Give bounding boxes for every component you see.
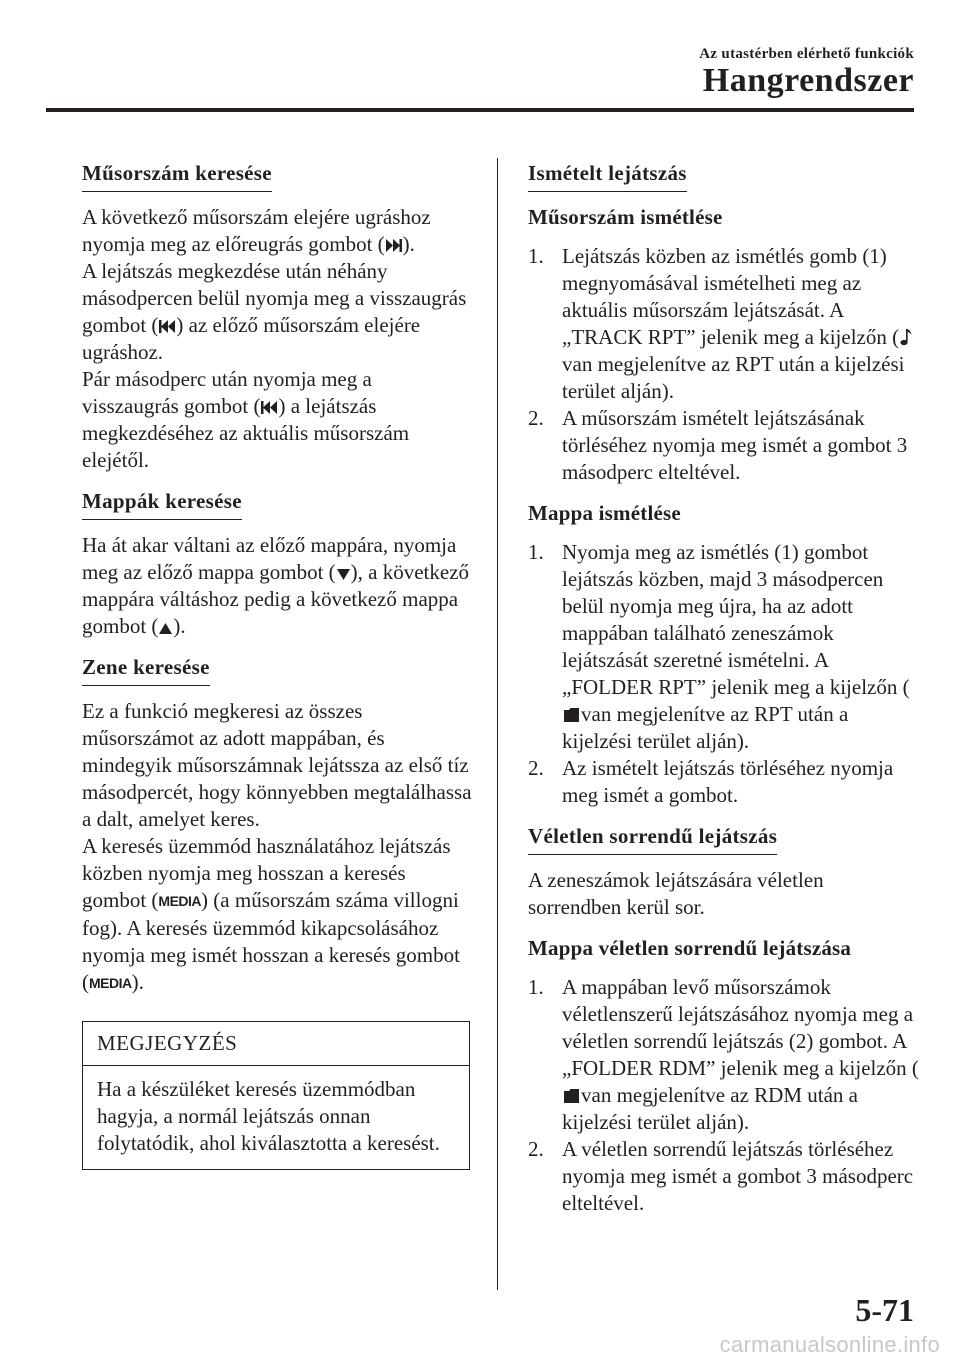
media-icon: MEDIA <box>158 893 202 909</box>
list-folder-repeat <box>528 539 920 809</box>
header-rule <box>46 108 914 112</box>
skip-forward-icon <box>386 238 402 253</box>
paragraph: Ez a funkció megkeresi az összes műsorszámot az adott mappában, és mindegyik műsorszámnak lejátssza az első tíz másodpercét, hogy könnyebben megtalálhassa a dalt, amelyet keres. A keresés üzemmód használatához lejátszás közben nyomja meg hosszan a keresés gombot (MEDIA) (a műsorszám száma villogni fog). A keresés üzemmód kikapcsolásához nyomja meg ismét hosszan a keresés gombot (MEDIA). <box>82 698 472 997</box>
list-folder-random <box>528 974 920 1217</box>
list-item: 2. A műsorszám ismételt lejátszásának törléséhez nyomja meg ismét a gombot 3 másodperc elteltével. <box>528 406 908 484</box>
subheading-folder-random: Mappa véletlen sorrendű lejátszása <box>528 936 852 960</box>
list-item: 1. Nyomja meg az ismétlés (1) gombot lejátszás közben, majd 3 másodpercen belül nyomja meg újra, ha az adott mappában található zeneszámok lejátszását szeretné ismételni. A „FOLDER RPT” jelenik meg a kijelzőn (van megjelenítve az RPT után a kijelzési terület alján). <box>528 540 910 753</box>
section-heading-random: Véletlen sorrendű lejátszás <box>528 823 777 855</box>
list-item: 1. A mappában levő műsorszámok véletlenszerű lejátszásához nyomja meg a véletlen sorrendű lejátszás (2) gombot. A „FOLDER RDM” jelenik meg a kijelzőn (van megjelenítve az RDM után a kijelzési terület alján). <box>528 975 919 1134</box>
subheading-track-repeat: Műsorszám ismétlése <box>528 205 723 229</box>
list-item: 2. Az ismételt lejátszás törléséhez nyomja meg ismét a gombot. <box>528 756 894 807</box>
folder-icon <box>563 1088 580 1104</box>
watermark: carmanualsonline.info <box>719 1332 940 1357</box>
skip-back-icon <box>159 319 175 334</box>
subheading-folder-repeat: Mappa ismétlése <box>528 501 681 525</box>
triangle-down-icon <box>337 568 350 581</box>
page-title: Hangrendszer <box>702 62 914 99</box>
page-number: 5-71 <box>855 1292 914 1328</box>
list-item: 2. A véletlen sorrendű lejátszás törléséhez nyomja meg ismét a gombot 3 másodperc elteltével. <box>528 1137 914 1215</box>
skip-back-icon <box>261 400 277 415</box>
right-column <box>528 160 920 1231</box>
left-column <box>82 160 472 1170</box>
paragraph: Ha át akar váltani az előző mappára, nyomja meg az előző mappa gombot ( ), a következő mappára váltáshoz pedig a következő mappa gombot ( ). <box>82 533 470 638</box>
paragraph: A következő műsorszám elejére ugráshoz nyomja meg az előreugrás gombot ( ). A lejátszás megkezdése után néhány másodpercen belül nyomja meg a visszaugrás gombot ( ) az előző műsorszám elejére ugráshoz. Pár másodperc után nyomja meg a visszaugrás gombot ( ) a lejátszás megkezdéséhez az aktuális műsorszám elejétől. <box>82 205 467 472</box>
note-title: MEGJEGYZÉS <box>83 1022 469 1066</box>
media-icon: MEDIA <box>89 975 132 991</box>
triangle-up-icon <box>159 622 172 635</box>
note-box <box>82 1021 470 1170</box>
list-track-repeat <box>528 243 920 486</box>
music-note-icon <box>900 328 912 346</box>
list-item: 1. Lejátszás közben az ismétlés gomb (1) megnyomásával ismételheti meg az aktuális műsorszám lejátszását. A „TRACK RPT” jelenik meg a kijelzőn (van megjelenítve az RPT után a kijelzési terület alján). <box>528 243 920 405</box>
section-heading-music-scan: Zene keresése <box>82 654 210 686</box>
column-divider <box>497 158 498 1290</box>
section-heading-repeat: Ismételt lejátszás <box>528 160 687 192</box>
header-subtitle: Az utastérben elérhető funkciók <box>699 46 914 62</box>
section-heading-folder-search: Mappák keresése <box>82 488 242 520</box>
note-body: Ha a készüléket keresés üzemmódban hagyja, a normál lejátszás onnan folytatódik, ahol kiválasztotta a keresést. <box>97 1077 440 1155</box>
folder-icon <box>563 707 580 723</box>
paragraph: A zeneszámok lejátszására véletlen sorrendben kerül sor. <box>528 868 824 919</box>
section-heading-track-search: Műsorszám keresése <box>82 160 272 192</box>
